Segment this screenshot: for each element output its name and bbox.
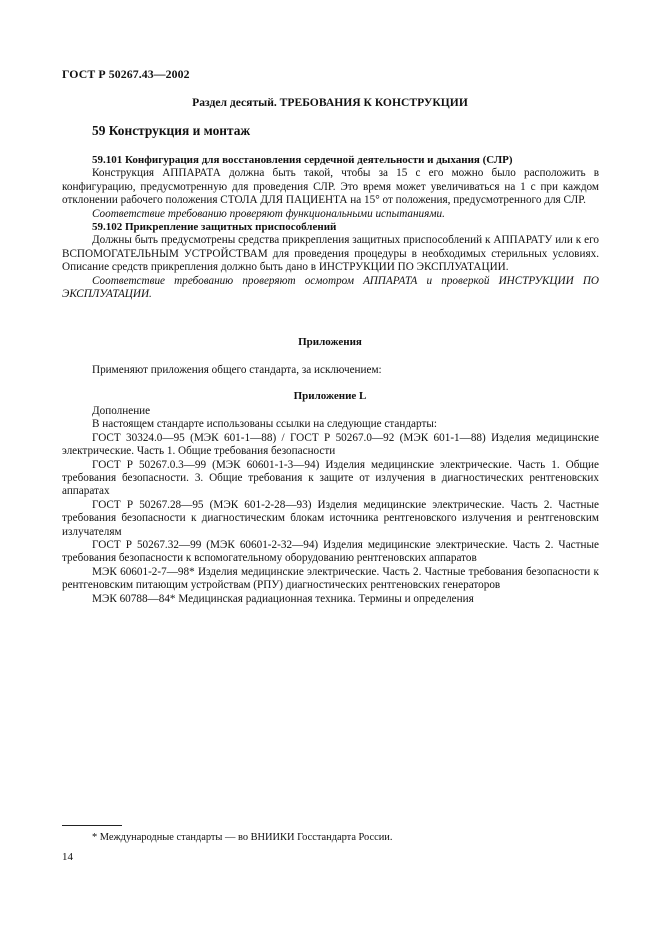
clause-59-101-heading: 59.101 Конфигурация для восстановления сердечной деятельности и дыхания (СЛР) [92,154,513,166]
annex-l-reference: МЭК 60788—84* Медицинская радиационная техника. Термины и определения [92,592,474,605]
annex-l-reference: ГОСТ 30324.0—95 (МЭК 601-1—88) / ГОСТ Р 50267.0—92 (МЭК 601-1—88) Изделия медицинские электрические. Часть 1. Общие требования безопасности [62,431,599,458]
annex-l-addition: Дополнение [92,405,151,417]
annex-l-body [62,405,599,606]
clause-59-102-heading: 59.102 Прикрепление защитных приспособлений [92,221,337,234]
clause-59-102-compliance: Соответствие требованию проверяют осмотром АППАРАТА и проверкой ИНСТРУКЦИИ ПО ЭКСПЛУАТАЦИИ. [62,274,599,301]
section-title: Раздел десятый. ТРЕБОВАНИЯ К КОНСТРУКЦИИ [192,96,468,109]
standard-code-header: ГОСТ Р 50267.43—2002 [62,67,190,81]
page-number: 14 [62,851,73,863]
annexes-body [62,364,599,377]
annex-l-reference: ГОСТ Р 50267.32—99 (МЭК 60601-2-32—94) Изделия медицинские электрические. Часть 2. Частные требования безопасности к вспомогательному оборудованию рентгеновских аппаратов [62,539,599,565]
clause-59-101-text: Конструкция АППАРАТА должна быть такой, чтобы за 15 с его можно было расположить в конфигурацию, предусмотренную для проведения СЛР. Это время может увеличиваться на 1 с при каждом отклонении рабочего положения СТОЛА ДЛЯ ПАЦИЕНТА на 15° от положения, предусмотренного для СЛР. [62,167,599,207]
clause-59-101-compliance: Соответствие требованию проверяют функциональными испытаниями. [92,207,445,220]
annex-l-reference: ГОСТ Р 50267.0.3—99 (МЭК 60601-1-3—94) Изделия медицинские электрические. Часть 1. Общие требования безопасности. 3. Общие требования к защите от излучения в диагностических рентгеновских аппаратах [62,458,599,498]
annexes-title: Приложения [298,336,362,348]
clause-59-title: 59 Конструкция и монтаж [92,123,251,138]
annex-l-intro: В настоящем стандарте использованы ссылки на следующие стандарты: [92,418,437,431]
annex-l-reference: МЭК 60601-2-7—98* Изделия медицинские электрические. Часть 2. Частные требования безопасности к рентгеновским питающим устройствам (РПУ) диагностических рентгеновских генераторов [62,565,599,592]
clause-59-102-text: Должны быть предусмотрены средства прикрепления защитных приспособлений к АППАРАТУ или к его ВСПОМОГАТЕЛЬНЫМ УСТРОЙСТВАМ для проведения процедуры в необходимых стерильных условиях. Описание средств прикрепления должно быть дано в ИНСТРУКЦИИ ПО ЭКСПЛУАТАЦИИ. [62,234,599,274]
clause-59-body [62,154,599,301]
annex-l-reference: ГОСТ Р 50267.28—95 (МЭК 601-2-28—93) Изделия медицинские электрические. Часть 2. Частные требования безопасности к диагностическим блокам источника рентгеновского излучения и рентгеновским излучателям [62,498,599,538]
annexes-text: Применяют приложения общего стандарта, за исключением: [92,364,382,376]
footnote-separator [62,825,122,826]
footnote: * Международные стандарты — во ВНИИКИ Госстандарта России. [92,832,393,843]
annex-l-title: Приложение L [293,390,367,402]
